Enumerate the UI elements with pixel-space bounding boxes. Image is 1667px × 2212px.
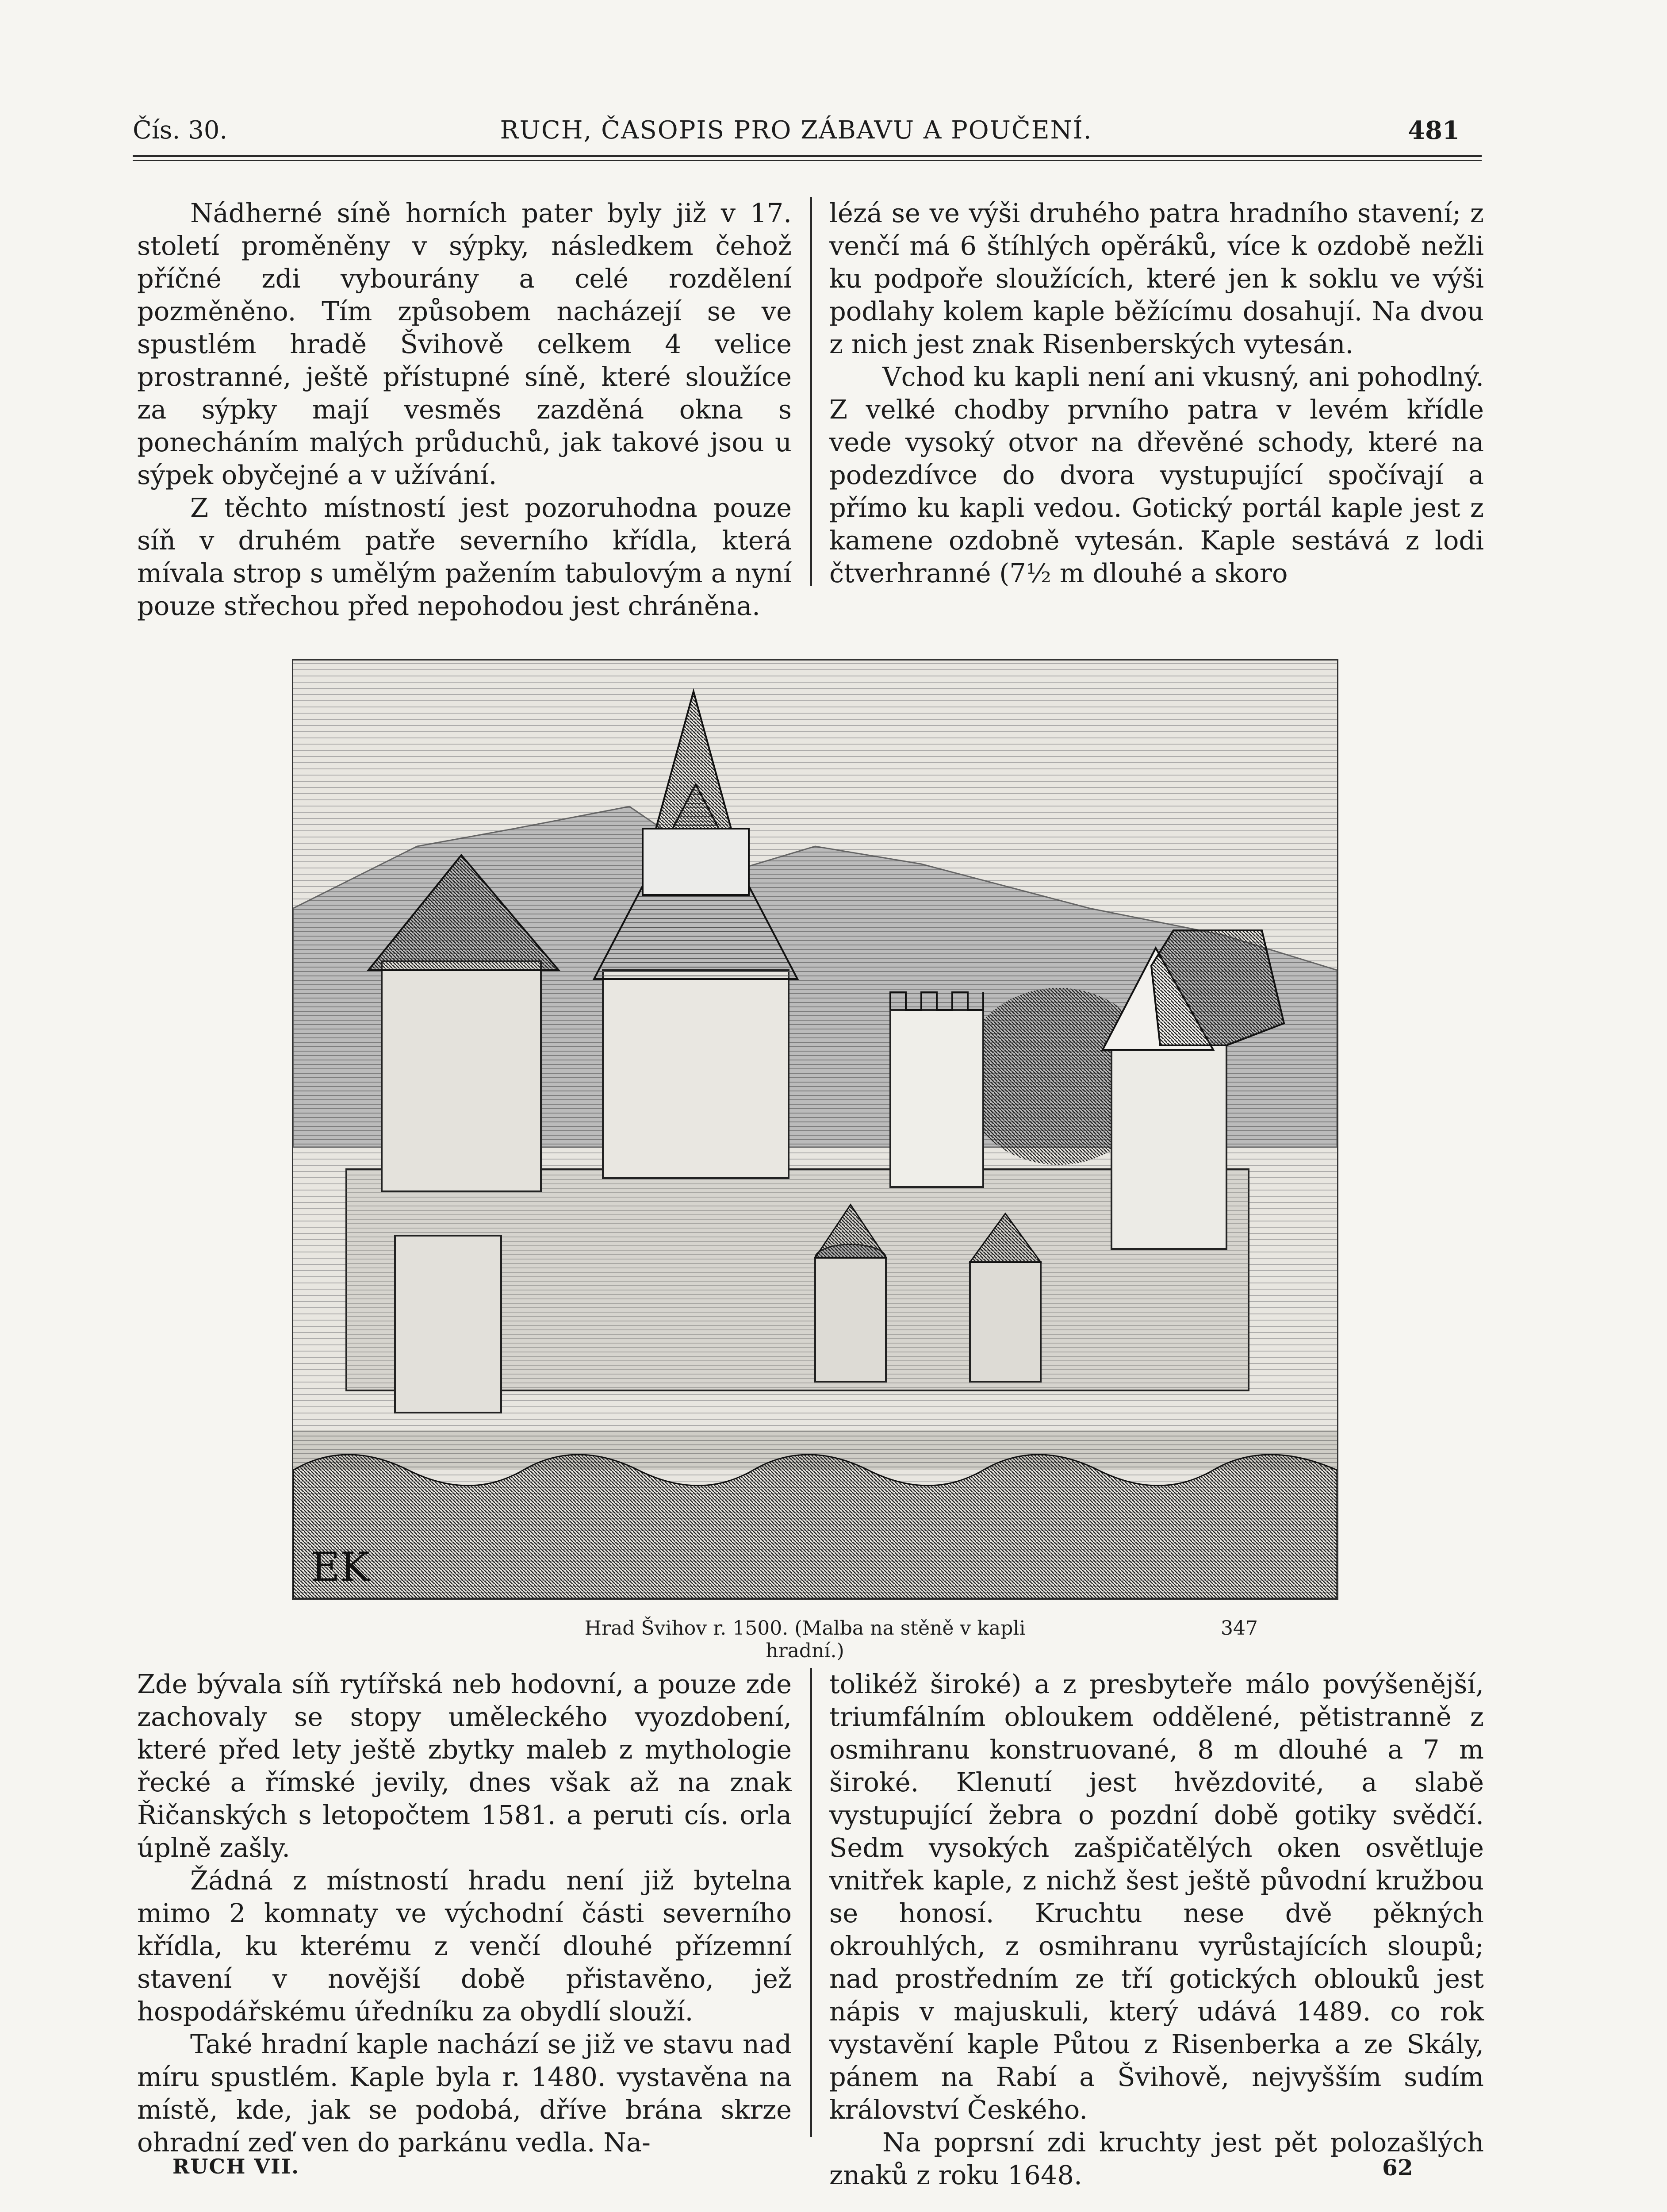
sheet-signature: RUCH VII. <box>172 2154 300 2178</box>
castle-illustration <box>292 659 1338 1600</box>
figure-caption: Hrad Švihov r. 1500. (Malba na stěně v kapli hradní.) <box>584 1617 1026 1662</box>
column-separator <box>810 1668 812 2137</box>
castle-engraving <box>293 661 1337 1598</box>
spire-tower <box>643 829 749 895</box>
paragraph: Žádná z místností hradu není již bytelna mimo 2 komnaty ve východní části severního křídla, ku kterému z venčí dlouhé přízemní stavení v novější době přistavěno, jež hospodářskému úředníku za obydlí slouží. <box>137 1865 792 2027</box>
central-keep <box>603 970 789 1178</box>
paragraph: lézá se ve výši druhého patra hradního stavení; z venčí má 6 štíhlých opěráků, více k ozdobě nežli ku podpoře sloužících, které jen k soklu ve výši podlahy kolem kaple běžícímu dosahují. Na dvou z nich jest znak Risenberských vytesán. <box>829 198 1484 359</box>
issue-number: Čís. 30. <box>133 116 228 145</box>
round-tower-1 <box>815 1258 886 1382</box>
paragraph: tolikéž široké) a z presbyteře málo povýšenější, triumfálním obloukem oddělené, pětistranně z osmihranu konstruované, 8 m dlouhé a 7 m široké. Klenutí jest hvězdovité, a slabě vystupující žebra o pozdní době gotiky svědčí. Sedm vysokých zašpičatělých oken osvětluje vnitřek kaple, z nichž šest ještě původní kružbou se honosí. Kruchtu nese dvě pěkných okrouhlých, z osmihranu vyrůstajících sloupů; nad prostředním ze tří gotických oblouků jest nápis v majuskuli, který udává 1489. co rok vystavění kaple Půtou z Risenberka a ze Skály, pánem na Rabí a Švihově, nejvyšším sudím království Českého. <box>829 1669 1484 2125</box>
paragraph: Nádherné síně horních pater byly již v 17. století proměněny v sýpky, následkem čehož příčné zdi vybourány a celé rozdělení pozměněno. Tím způsobem nacházejí se ve spustlém hradě Švihově celkem 4 velice prostranné, ještě přístupné síně, které sloužíce za sýpky mají vesměs zazděná okna s ponecháním malých průduchů, jak takové jsou u sýpek obyčejné a v užívání. <box>137 198 792 490</box>
paragraph: Vchod ku kapli není ani vkusný, ani pohodlný. Z velké chodby prvního patra v levém křídle vede vysoký otvor na dřevěné schody, které na podezdívce do dvora vystupující spočívají a přímo ku kapli vedou. Gotický portál kaple jest z kamene ozdobně vytesán. Kaple sestává z lodi čtverhranné (7½ m dlouhé a skoro <box>829 361 1484 588</box>
top-left-column <box>137 197 792 622</box>
paragraph: Zde bývala síň rytířská neb hodovní, a pouze zde zachovaly se stopy uměleckého vyozdobení, které před lety ještě zbytky maleb z mythologie řecké a římské jevily, dnes však až na znak Řičanských s letopočtem 1581. a peruti cís. orla úplně zašly. <box>137 1669 792 1863</box>
top-right-column <box>829 197 1484 590</box>
crenellated-tower <box>890 1010 983 1187</box>
round-tower-2 <box>970 1262 1041 1382</box>
right-tower <box>1111 1045 1226 1249</box>
header-rule-thin <box>133 160 1482 161</box>
sheet-number: 62 <box>1382 2154 1413 2181</box>
figure-number: 347 <box>1221 1617 1258 1640</box>
journal-title: RUCH, ČASOPIS PRO ZÁBAVU A POUČENÍ. <box>500 116 1092 145</box>
paragraph: Z těchto místností jest pozoruhodna pouze síň v druhém patře severního křídla, která mívala strop s umělým pažením tabulovým a nyní pouze střechou před nepohodou jest chráněna. <box>137 492 792 621</box>
right-house-roof <box>1151 930 1284 1045</box>
column-separator <box>810 197 812 586</box>
left-hall <box>382 961 541 1191</box>
running-header <box>133 116 1460 156</box>
header-rule <box>133 155 1482 157</box>
bottom-right-column <box>829 1668 1484 2192</box>
paragraph: Na poprsní zdi kruchty jest pět polozašlých znaků z roku 1648. <box>829 2127 1484 2190</box>
bottom-left-column <box>137 1668 792 2159</box>
paragraph: Také hradní kaple nachází se již ve stavu nad míru spustlém. Kaple byla r. 1480. vystavěna na místě, kde, jak se podobá, dříve brána skrze ohradní zeď ven do parkánu vedla. Na- <box>137 2029 792 2158</box>
artist-monogram: EK <box>311 1544 370 1590</box>
page-number: 481 <box>1408 116 1460 145</box>
gate-tower <box>395 1236 501 1413</box>
